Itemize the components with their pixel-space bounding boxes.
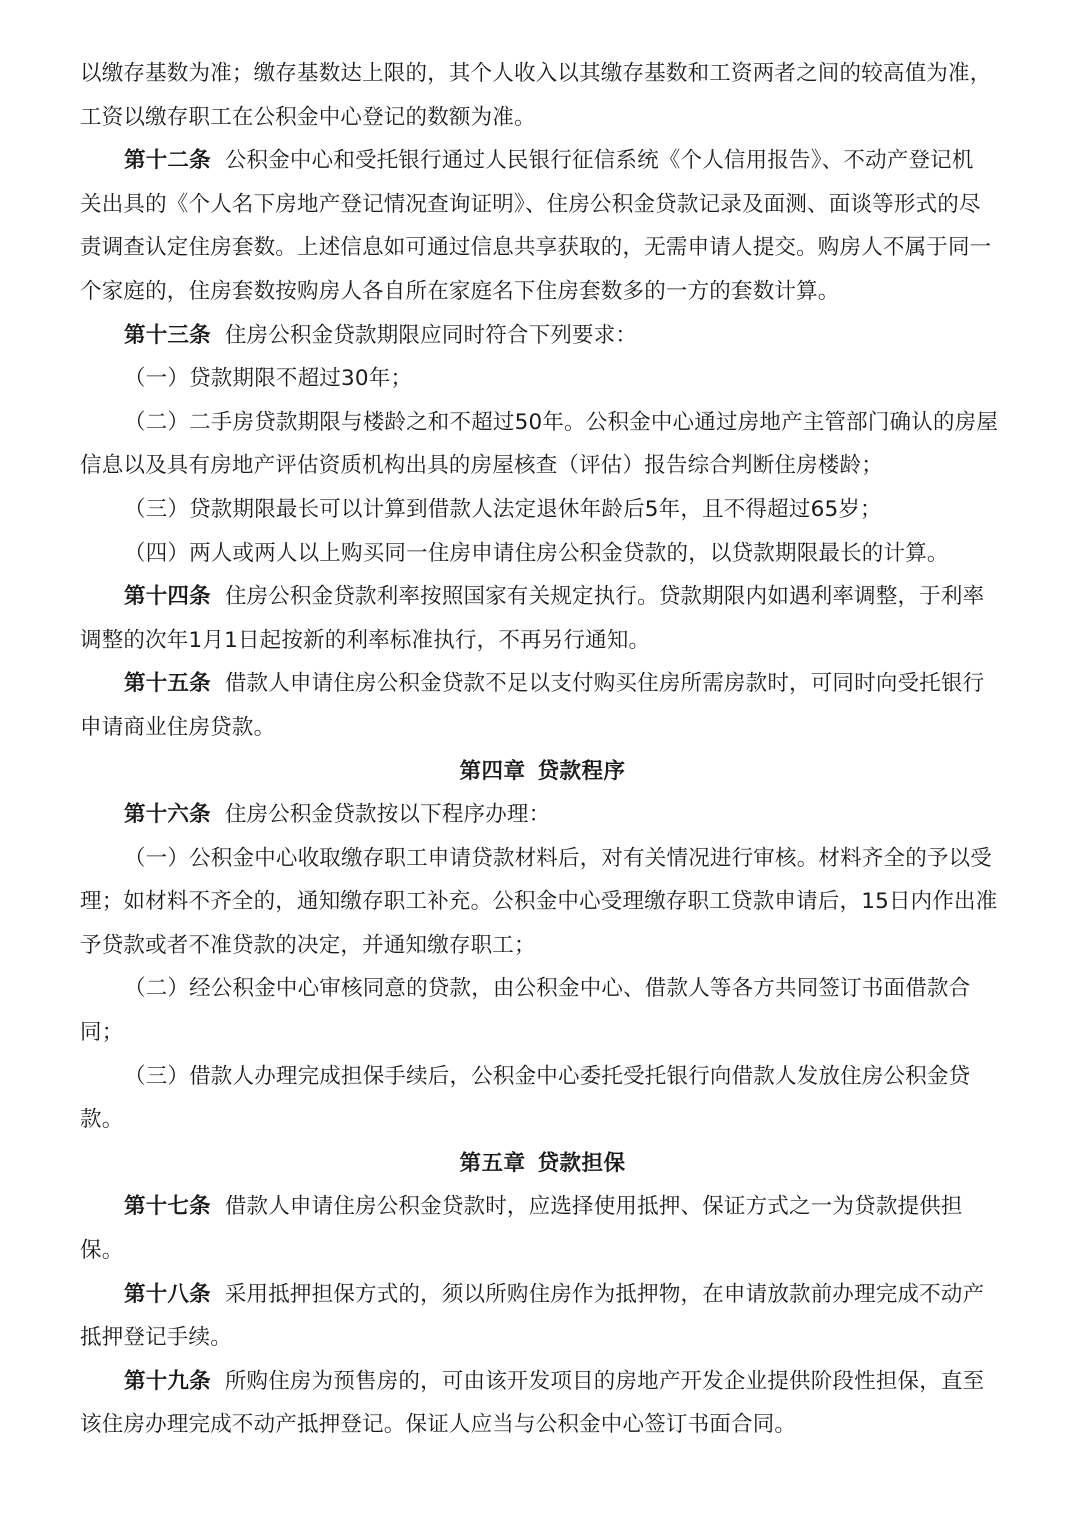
text-line: 个家庭的，住房套数按购房人各自所在家庭名下住房套数多的一方的套数计算。 [80, 278, 840, 304]
text-line: 信息以及具有房地产评估资质机构出具的房屋核查（评估）报告综合判断住房楼龄； [80, 453, 883, 479]
article-text: 住房公积金贷款利率按照国家有关规定执行。贷款期限内如遇利率调整，于利率 [224, 584, 985, 610]
text-line: 理；如材料不齐全的，通知缴存职工补充。公积金中心受理缴存职工贷款申请后，15日内作出准 [80, 889, 998, 915]
text-line: 申请商业住房贷款。 [80, 714, 276, 740]
chapter-heading [80, 1142, 1005, 1186]
article-paragraph [80, 314, 1005, 358]
article-text: 公积金中心和受托银行通过人民银行征信系统《个人信用报告》、不动产登记机 [224, 148, 974, 174]
article-text: 住房公积金贷款期限应同时符合下列要求： [224, 322, 638, 348]
chapter-title: 贷款程序 [537, 758, 626, 784]
text-line: 该住房办理完成不动产抵押登记。保证人应当与公积金中心签订书面合同。 [80, 1412, 797, 1438]
chapter-number: 第五章 [459, 1150, 526, 1176]
text-line: 予贷款或者不准贷款的决定，并通知缴存职工； [80, 932, 536, 958]
article-number: 第十七条 [124, 1194, 211, 1220]
list-item: （一）贷款期限不超过30年； [124, 366, 413, 392]
article-paragraph [80, 1273, 1005, 1317]
article-number: 第十四条 [124, 584, 211, 610]
article-text: 所购住房为预售房的，可由该开发项目的房地产开发企业提供阶段性担保，直至 [224, 1368, 985, 1394]
text-line: 以缴存基数为准；缴存基数达上限的，其个人收入以其缴存基数和工资两者之间的较高值为准， [80, 61, 992, 86]
text-line: 责调查认定住房套数。上述信息如可通过信息共享获取的，无需申请人提交。购房人不属于同一 [80, 235, 992, 261]
article-number: 第十五条 [124, 671, 211, 697]
article-paragraph [80, 662, 1005, 706]
list-item: （二）二手房贷款期限与楼龄之和不超过50年。公积金中心通过房地产主管部门确认的房屋 [124, 409, 999, 435]
text-line: 同； [80, 1020, 124, 1046]
article-paragraph [80, 793, 1005, 837]
article-text: 采用抵押担保方式的，须以所购住房作为抵押物，在申请放款前办理完成不动产 [224, 1281, 985, 1307]
article-paragraph [80, 575, 1005, 619]
article-paragraph [80, 1185, 1005, 1229]
document-page [80, 52, 1005, 1447]
text-line: 关出具的《个人名下房地产登记情况查询证明》、住房公积金贷款记录及面测、面谈等形式的尽 [80, 191, 981, 217]
text-line: 保。 [80, 1238, 124, 1264]
article-number: 第十三条 [124, 322, 211, 348]
text-line: 工资以缴存职工在公积金中心登记的数额为准。 [80, 104, 536, 130]
article-number: 第十六条 [124, 802, 211, 828]
chapter-heading [80, 750, 1005, 794]
text-line: 抵押登记手续。 [80, 1325, 232, 1351]
chapter-number: 第四章 [459, 758, 526, 784]
article-number: 第十九条 [124, 1368, 211, 1394]
list-item: （一）公积金中心收取缴存职工申请贷款材料后，对有关情况进行审核。材料齐全的予以受 [124, 845, 993, 871]
article-number: 第十二条 [124, 148, 211, 174]
text-line: 款。 [80, 1107, 124, 1133]
chapter-title: 贷款担保 [537, 1150, 626, 1176]
list-item: （四）两人或两人以上购买同一住房申请住房公积金贷款的，以贷款期限最长的计算。 [124, 540, 949, 566]
article-number: 第十八条 [124, 1281, 211, 1307]
list-item: （三）贷款期限最长可以计算到借款人法定退休年龄后5年，且不得超过65岁； [124, 496, 882, 522]
article-paragraph [80, 1360, 1005, 1404]
article-text: 住房公积金贷款按以下程序办理： [224, 802, 551, 828]
list-item: （三）借款人办理完成担保手续后，公积金中心委托受托银行向借款人发放住房公积金贷 [124, 1063, 971, 1089]
article-text: 借款人申请住房公积金贷款时，应选择使用抵押、保证方式之一为贷款提供担 [224, 1194, 963, 1220]
article-text: 借款人申请住房公积金贷款不足以支付购买住房所需房款时，可同时向受托银行 [224, 671, 985, 697]
text-line: 调整的次年1月1日起按新的利率标准执行，不再另行通知。 [80, 627, 651, 653]
list-item: （二）经公积金中心审核同意的贷款，由公积金中心、借款人等各方共同签订书面借款合 [124, 976, 971, 1002]
article-paragraph [80, 139, 1005, 183]
